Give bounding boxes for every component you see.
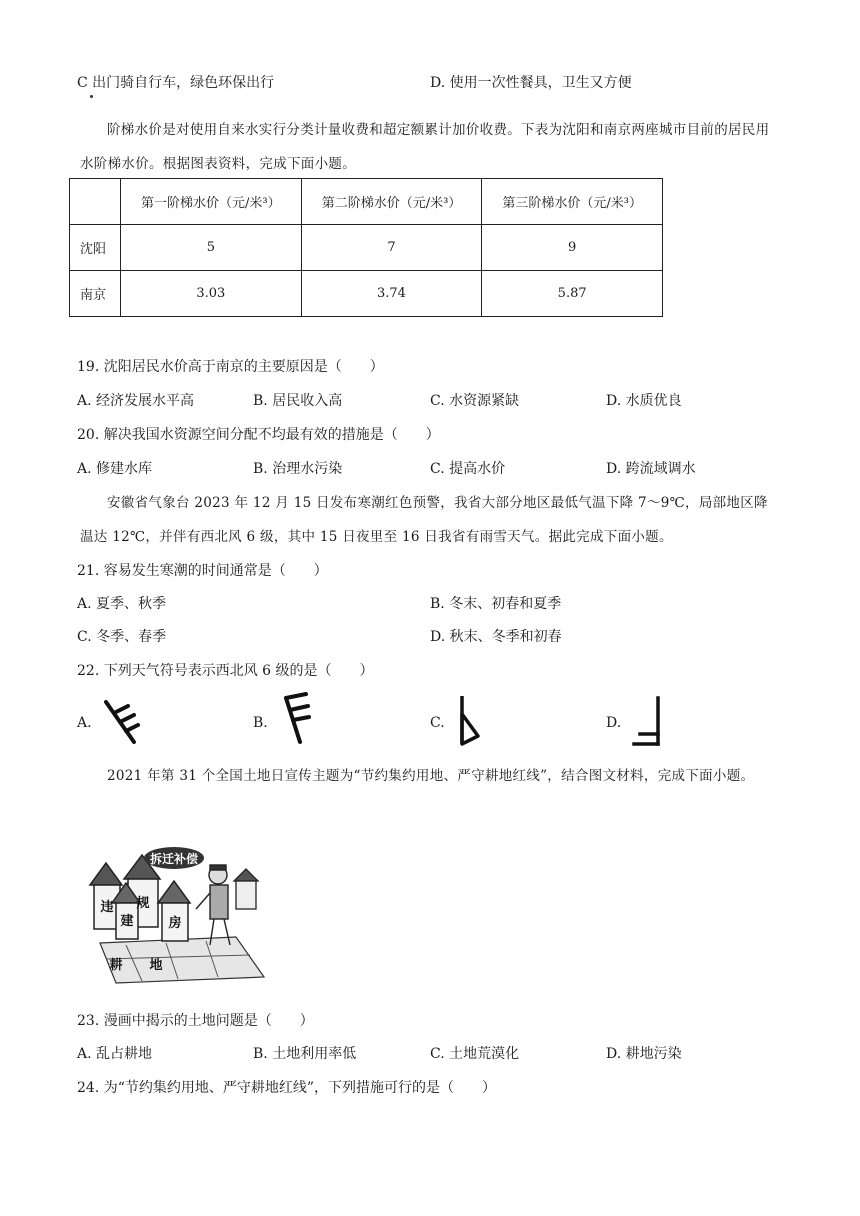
q21-stem: 21. 容易发生寒潮的时间通常是（ ） bbox=[77, 563, 328, 579]
table-cell-value: 9 bbox=[482, 225, 663, 271]
q19-option-a: A. 经济发展水平高 bbox=[77, 393, 195, 409]
wind-symbol-d-icon bbox=[628, 694, 668, 750]
illegal-housing-cartoon bbox=[86, 845, 268, 985]
table-cell-city: 南京 bbox=[70, 271, 121, 317]
q21-option-c: C. 冬季、春季 bbox=[77, 629, 167, 645]
q19-option-c: C. 水资源紧缺 bbox=[430, 393, 520, 409]
table-cell-value: 5 bbox=[121, 225, 302, 271]
water-price-passage-text: 阶梯水价是对使用自来水实行分类计量收费和超定额累计加价收费。下表为沈阳和南京两座城市目前的居民用水阶梯水价。根据图表资料，完成下面小题。 bbox=[80, 122, 770, 172]
q22-option-a: A. bbox=[77, 715, 92, 731]
cartoon-house-label: 房 bbox=[168, 915, 182, 930]
q23-option-a: A. 乱占耕地 bbox=[77, 1046, 153, 1062]
q20-option-b: B. 治理水污染 bbox=[253, 461, 343, 477]
q19-option-d: D. 水质优良 bbox=[606, 393, 682, 409]
q23-stem: 23. 漫画中揭示的土地问题是（ ） bbox=[77, 1013, 314, 1029]
water-price-table bbox=[69, 178, 663, 317]
q20-option-c: C. 提高水价 bbox=[430, 461, 506, 477]
q18-option-d: D. 使用一次性餐具，卫生又方便 bbox=[430, 75, 632, 91]
wind-symbol-b-icon bbox=[276, 692, 316, 750]
cartoon-house-label: 规 bbox=[136, 895, 150, 910]
stray-dot-mark bbox=[90, 95, 93, 98]
cartoon-house-label: 违 bbox=[100, 899, 114, 914]
q23-option-b: B. 土地利用率低 bbox=[253, 1046, 357, 1062]
wind-symbol-a-icon bbox=[100, 694, 140, 750]
table-row bbox=[70, 271, 663, 317]
water-price-passage bbox=[80, 113, 780, 181]
q23-option-c: C. 土地荒漠化 bbox=[430, 1046, 520, 1062]
land-day-passage-text: 2021 年第 31 个全国土地日宣传主题为“节约集约用地、严守耕地红线”，结合图文材料，完成下面小题。 bbox=[107, 768, 755, 784]
q20-option-d: D. 跨流域调水 bbox=[606, 461, 696, 477]
table-cell-value: 3.03 bbox=[121, 271, 302, 317]
table-cell-value: 3.74 bbox=[301, 271, 482, 317]
table-header-tier1: 第一阶梯水价（元/米³） bbox=[121, 179, 302, 225]
q24-stem: 24. 为“节约集约用地、严守耕地红线”，下列措施可行的是（ ） bbox=[77, 1080, 497, 1096]
q21-option-a: A. 夏季、秋季 bbox=[77, 596, 167, 612]
cartoon-field-label: 地 bbox=[149, 957, 163, 972]
table-cell-value: 5.87 bbox=[482, 271, 663, 317]
cold-wave-passage bbox=[80, 486, 780, 554]
q20-option-a: A. 修建水库 bbox=[77, 461, 153, 477]
q21-option-b: B. 冬末、初春和夏季 bbox=[430, 596, 562, 612]
land-day-passage bbox=[80, 759, 780, 793]
q18-option-c: C 出门骑自行车，绿色环保出行 bbox=[77, 75, 275, 91]
wind-symbol-c-icon bbox=[452, 692, 492, 750]
q19-stem: 19. 沈阳居民水价高于南京的主要原因是（ ） bbox=[77, 359, 384, 375]
cartoon-field-label: 耕 bbox=[109, 957, 123, 972]
q20-stem: 20. 解决我国水资源空间分配不均最有效的措施是（ ） bbox=[77, 427, 440, 443]
table-cell-value: 7 bbox=[301, 225, 482, 271]
q22-option-c: C. bbox=[430, 715, 445, 731]
q19-option-b: B. 居民收入高 bbox=[253, 393, 343, 409]
q22-option-b: B. bbox=[253, 715, 268, 731]
cartoon-sign-text: 拆迁补偿 bbox=[149, 852, 199, 866]
q22-option-d: D. bbox=[606, 715, 622, 731]
table-header-corner bbox=[70, 179, 121, 225]
table-row bbox=[70, 225, 663, 271]
cold-wave-passage-text: 安徽省气象台 2023 年 12 月 15 日发布寒潮红色预警，我省大部分地区最低气温下降 7～9℃，局部地区降温达 12℃，并伴有西北风 6 级，其中 15 日夜里至 16 日我省有雨雪天气。据此完成下面小题。 bbox=[80, 495, 768, 545]
q21-option-d: D. 秋末、冬季和初春 bbox=[430, 629, 562, 645]
table-header-row bbox=[70, 179, 663, 225]
q22-stem: 22. 下列天气符号表示西北风 6 级的是（ ） bbox=[77, 663, 374, 679]
q23-option-d: D. 耕地污染 bbox=[606, 1046, 682, 1062]
cartoon-house-label: 建 bbox=[120, 913, 134, 928]
table-header-tier3: 第三阶梯水价（元/米³） bbox=[482, 179, 663, 225]
table-header-tier2: 第二阶梯水价（元/米³） bbox=[301, 179, 482, 225]
table-cell-city: 沈阳 bbox=[70, 225, 121, 271]
